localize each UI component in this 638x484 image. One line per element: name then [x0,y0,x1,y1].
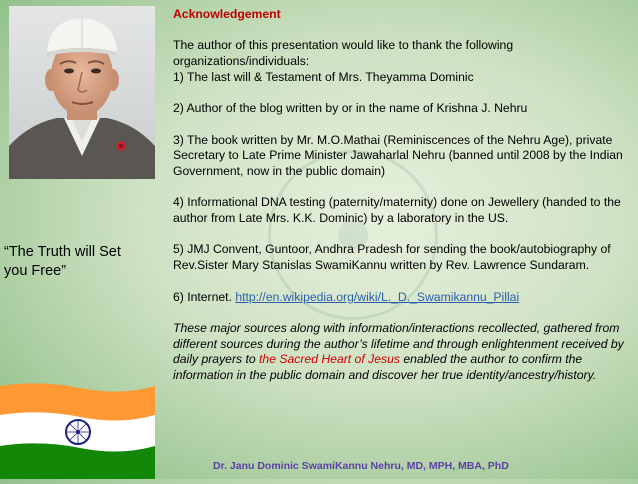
acknowledgement-content [173,7,635,384]
closing-text-start: These major sources along with information/interactions recollected, gathered from different sources during the author’s lifetime and through enlightenment received by daily prayers to [173,320,624,367]
list-item-5: 5) JMJ Convent, Guntoor, Andhra Pradesh for sending the book/autobiography of Rev.Sister Mary Stanislas SwamiKannu written by Rev. Lawrence Sundaram. [173,242,611,273]
list-item-6 [173,290,635,306]
list-item-1: 1) The last will & Testament of Mrs. Theyamma Dominic [173,69,474,84]
closing-paragraph [173,321,635,384]
quote-text: “The Truth will Set you Free” [4,244,121,279]
indian-flag-image [0,382,155,479]
closing-text-end: enabled the author to confirm the information in the public domain and discover her true identity/ancestry/history. [173,352,597,383]
wikipedia-link[interactable]: http://en.wikipedia.org/wiki/L._D._Swamikannu_Pillai [235,289,520,304]
closing-highlight: the Sacred Heart of Jesus [259,352,400,367]
page-title: Acknowledgement [173,7,281,21]
portrait-photo [9,6,155,179]
list-item-6-prefix: 6) Internet. [173,289,236,304]
list-item-3: 3) The book written by Mr. M.O.Mathai (Reminiscences of the Nehru Age), private Secretary to Late Prime Minister Jawaharlal Nehru (banned until 2008 by the Indian Government, now in the public domain) [173,132,623,178]
list-item-4: 4) Informational DNA testing (paternity/maternity) done on Jewellery (handed to the author from Late Mrs. K.K. Dominic) by a laboratory in the US. [173,195,621,226]
author-footer: Dr. Janu Dominic SwamiKannu Nehru, MD, MPH, MBA, PhD [213,460,509,472]
list-item-2: 2) Author of the blog written by or in the name of Krishna J. Nehru [173,101,528,116]
intro-paragraph: The author of this presentation would like to thank the following organizations/individuals: [173,38,514,69]
